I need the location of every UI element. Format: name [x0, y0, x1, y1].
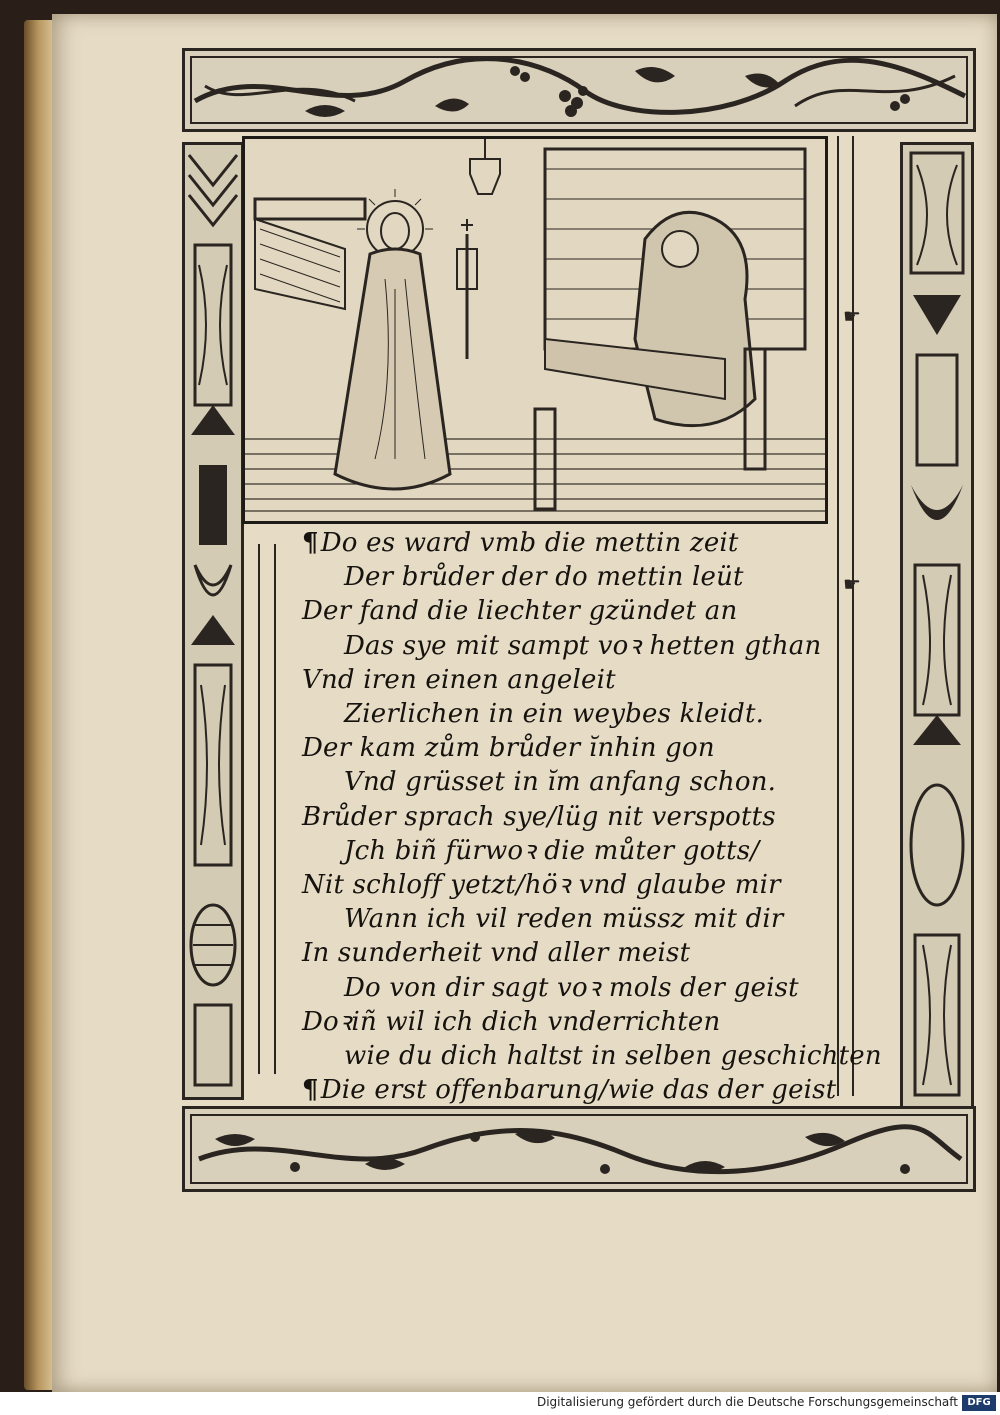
verse-line: [302, 697, 882, 731]
verse-line: [302, 800, 882, 834]
verse-line-text: Jch biñ fürwoꝛ die můter gotts/: [344, 835, 760, 866]
verse-line-text: Doꝛiñ wil ich dich vnderrichten: [302, 1006, 721, 1037]
column-rule: [274, 544, 276, 1074]
vine-ornament-icon: [185, 51, 973, 129]
right-pillar-border: [900, 142, 974, 1118]
left-pillar-border: [182, 142, 244, 1100]
verse-line: [302, 731, 882, 765]
verse-line: [302, 629, 882, 663]
verse-line-text: Do von dir sagt voꝛ mols der geist: [344, 972, 799, 1003]
verse-line: [302, 560, 882, 594]
pilcrow-icon: ¶: [302, 1075, 319, 1106]
verse-line-text: Nit schloff yetzt/höꝛ vnd glaube mir: [302, 870, 781, 901]
verse-line-text: Der brůder der do mettin leüt: [344, 562, 744, 593]
funding-credit: Digitalisierung gefördert durch die Deutsche Forschungsgemeinschaft: [536, 1395, 958, 1409]
bottom-ornament-border: [182, 1106, 976, 1192]
verse-line-text: Das sye mit sampt voꝛ hetten gthan: [344, 630, 822, 661]
verse-line: [302, 1073, 882, 1107]
pillar-ornament-icon: [185, 145, 241, 1097]
verse-line: [302, 594, 882, 628]
verse-line-text: Vnd grüsset in ĭm anfang schon.: [344, 767, 777, 798]
verse-line-text: Die erst offenbarung/wie das der geist: [320, 1075, 837, 1106]
pointing-hand-icon: ☛: [843, 572, 861, 596]
verse-line: [302, 936, 882, 970]
verse-line: [302, 663, 882, 697]
verse-line-text: Wann ich vil reden müssz mit dir: [344, 904, 784, 935]
verse-line-text: Zierlichen in ein weybes kleidt.: [344, 699, 765, 730]
verse-line: [302, 834, 882, 868]
vine-ornament-icon: [185, 1109, 973, 1189]
verse-line: [302, 1039, 882, 1073]
top-ornament-border: [182, 48, 976, 132]
verse-line-text: Vnd iren einen angeleit: [302, 664, 616, 695]
digitization-footer: [0, 1392, 1000, 1415]
verse-line-text: In sunderheit vnd aller meist: [302, 938, 691, 969]
verse-line: [302, 868, 882, 902]
verse-line: [302, 1005, 882, 1039]
verse-line-text: Der kam zům brůder ĭnhin gon: [302, 733, 715, 764]
verse-line: [302, 765, 882, 799]
verse-line: [302, 526, 882, 560]
pillar-ornament-icon: [903, 145, 971, 1115]
verse-line-text: Do es ward vmb die mettin zeit: [320, 528, 739, 558]
verse-line-text: Brůder sprach sye/lüg nit verspotts: [302, 801, 776, 832]
verse-line-text: wie du dich haltst in selben geschichten: [344, 1041, 882, 1072]
dfg-logo: DFG: [962, 1395, 996, 1411]
book-page: [52, 14, 997, 1392]
woodcut-illustration: [242, 136, 828, 524]
pointing-hand-icon: ☛: [843, 304, 861, 328]
verse-line: [302, 902, 882, 936]
verse-line: [302, 971, 882, 1005]
verse-line-text: Der fand die liechter gzündet an: [302, 596, 738, 627]
pilcrow-icon: ¶: [302, 528, 319, 558]
verse-text-block: [302, 526, 882, 1142]
column-rule: [258, 544, 260, 1074]
